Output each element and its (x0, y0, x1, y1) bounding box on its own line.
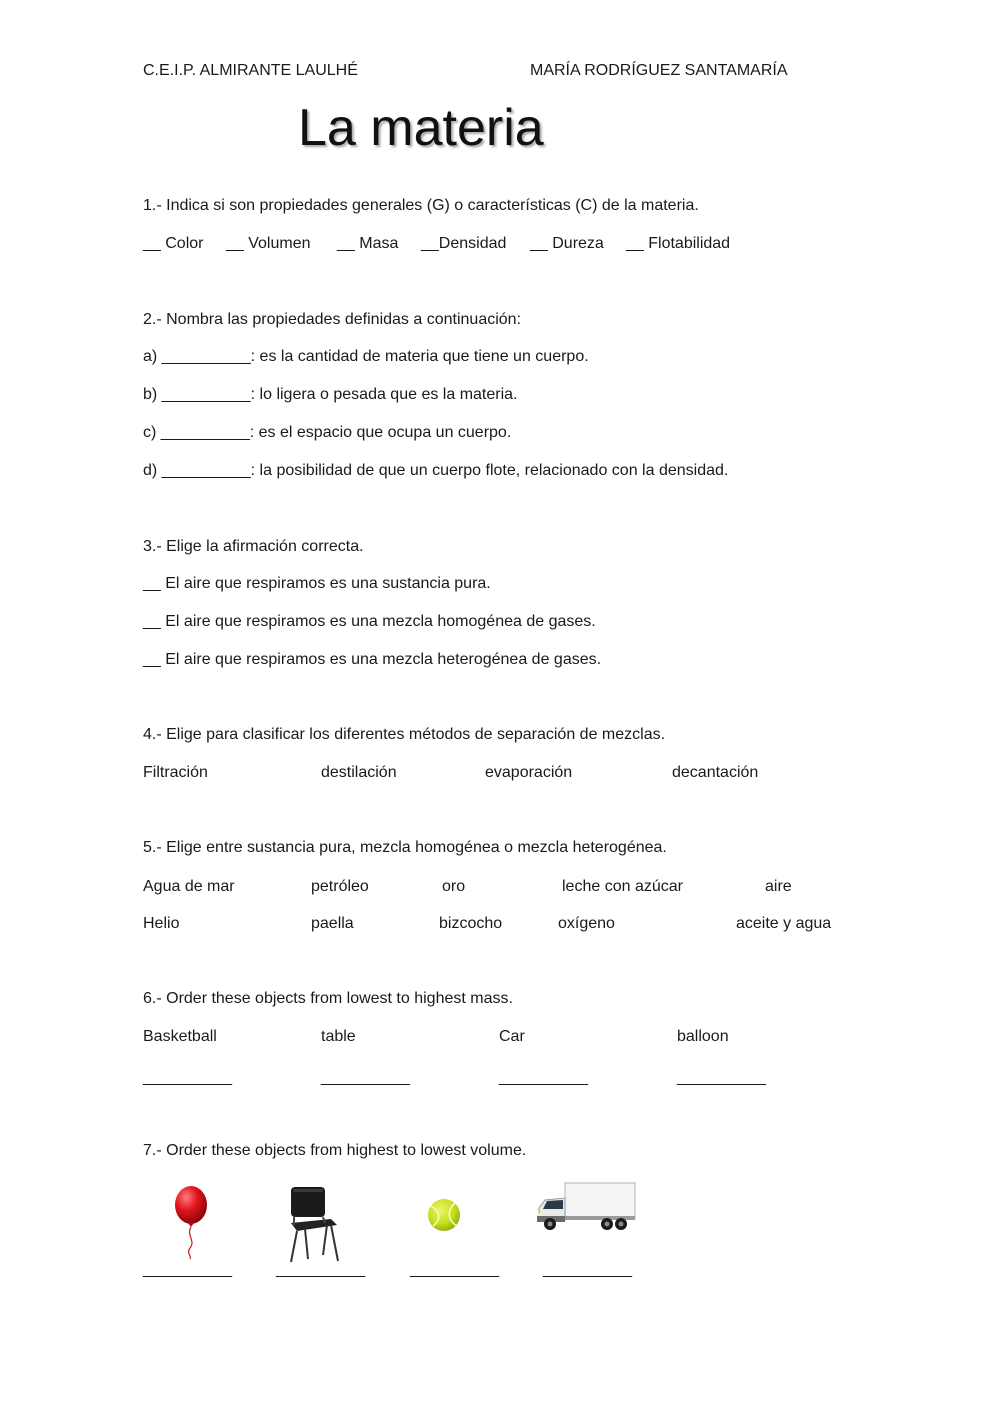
q6-answer-blank: __________ (499, 1069, 588, 1086)
q3-option-1: __ El aire que respiramos es una sustancia pura. (143, 575, 491, 592)
q7-answer-blank: __________ (543, 1261, 632, 1278)
q7-answer-blank: __________ (410, 1261, 499, 1278)
question-6-prompt: 6.- Order these objects from lowest to highest mass. (143, 990, 513, 1007)
question-4-prompt: 4.- Elige para clasificar los diferentes métodos de separación de mezclas. (143, 726, 666, 743)
q5-item: oxígeno (558, 915, 615, 932)
q2-item-c: c) __________: es el espacio que ocupa un cuerpo. (143, 424, 512, 441)
question-1-prompt: 1.- Indica si son propiedades generales (G) o características (C) de la materia. (143, 197, 699, 214)
chair-image (283, 1185, 343, 1265)
q5-item: aire (765, 878, 792, 895)
q6-object-balloon: balloon (677, 1028, 729, 1045)
truck-image (535, 1180, 637, 1235)
q6-answer-blank: __________ (321, 1069, 410, 1086)
q1-item-color: __ Color (143, 235, 204, 252)
q4-method-filtracion: Filtración (143, 764, 208, 781)
tennis-ball-image (427, 1198, 461, 1232)
q6-object-table: table (321, 1028, 356, 1045)
q6-answer-blank: __________ (677, 1069, 766, 1086)
q4-method-evaporacion: evaporación (485, 764, 573, 781)
q6-answer-blank: __________ (143, 1069, 232, 1086)
author-name: MARÍA RODRÍGUEZ SANTAMARÍA (530, 62, 788, 79)
q4-method-destilacion: destilación (321, 764, 397, 781)
question-5-prompt: 5.- Elige entre sustancia pura, mezcla homogénea o mezcla heterogénea. (143, 839, 667, 856)
q5-item: oro (442, 878, 466, 895)
q5-item: Agua de mar (143, 878, 235, 895)
q1-item-dureza: __ Dureza (530, 235, 604, 252)
question-2-prompt: 2.- Nombra las propiedades definidas a continuación: (143, 311, 522, 328)
q6-object-basketball: Basketball (143, 1028, 217, 1045)
q7-answer-blank: __________ (143, 1261, 232, 1278)
q1-item-masa: __ Masa (337, 235, 399, 252)
q2-item-d: d) __________: la posibilidad de que un cuerpo flote, relacionado con la densidad. (143, 462, 729, 479)
page-title: La materia (298, 99, 544, 157)
school-name: C.E.I.P. ALMIRANTE LAULHÉ (143, 62, 358, 79)
q2-item-a: a) __________: es la cantidad de materia que tiene un cuerpo. (143, 348, 589, 365)
q1-item-flotabilidad: __ Flotabilidad (626, 235, 731, 252)
question-3-prompt: 3.- Elige la afirmación correcta. (143, 538, 364, 555)
q5-item: aceite y agua (736, 915, 832, 932)
q3-option-2: __ El aire que respiramos es una mezcla homogénea de gases. (143, 613, 596, 630)
balloon-image (170, 1185, 212, 1260)
q4-method-decantacion: decantación (672, 764, 759, 781)
q5-item: paella (311, 915, 354, 932)
q6-object-car: Car (499, 1028, 525, 1045)
q5-item: bizcocho (439, 915, 503, 932)
q1-item-densidad: __Densidad (421, 235, 507, 252)
q3-option-3: __ El aire que respiramos es una mezcla heterogénea de gases. (143, 651, 602, 668)
q5-item: Helio (143, 915, 180, 932)
q5-item: leche con azúcar (562, 878, 683, 895)
q5-item: petróleo (311, 878, 369, 895)
q1-item-volumen: __ Volumen (226, 235, 311, 252)
q7-answer-blank: __________ (276, 1261, 365, 1278)
question-7-prompt: 7.- Order these objects from highest to lowest volume. (143, 1142, 527, 1159)
q2-item-b: b) __________: lo ligera o pesada que es la materia. (143, 386, 518, 403)
